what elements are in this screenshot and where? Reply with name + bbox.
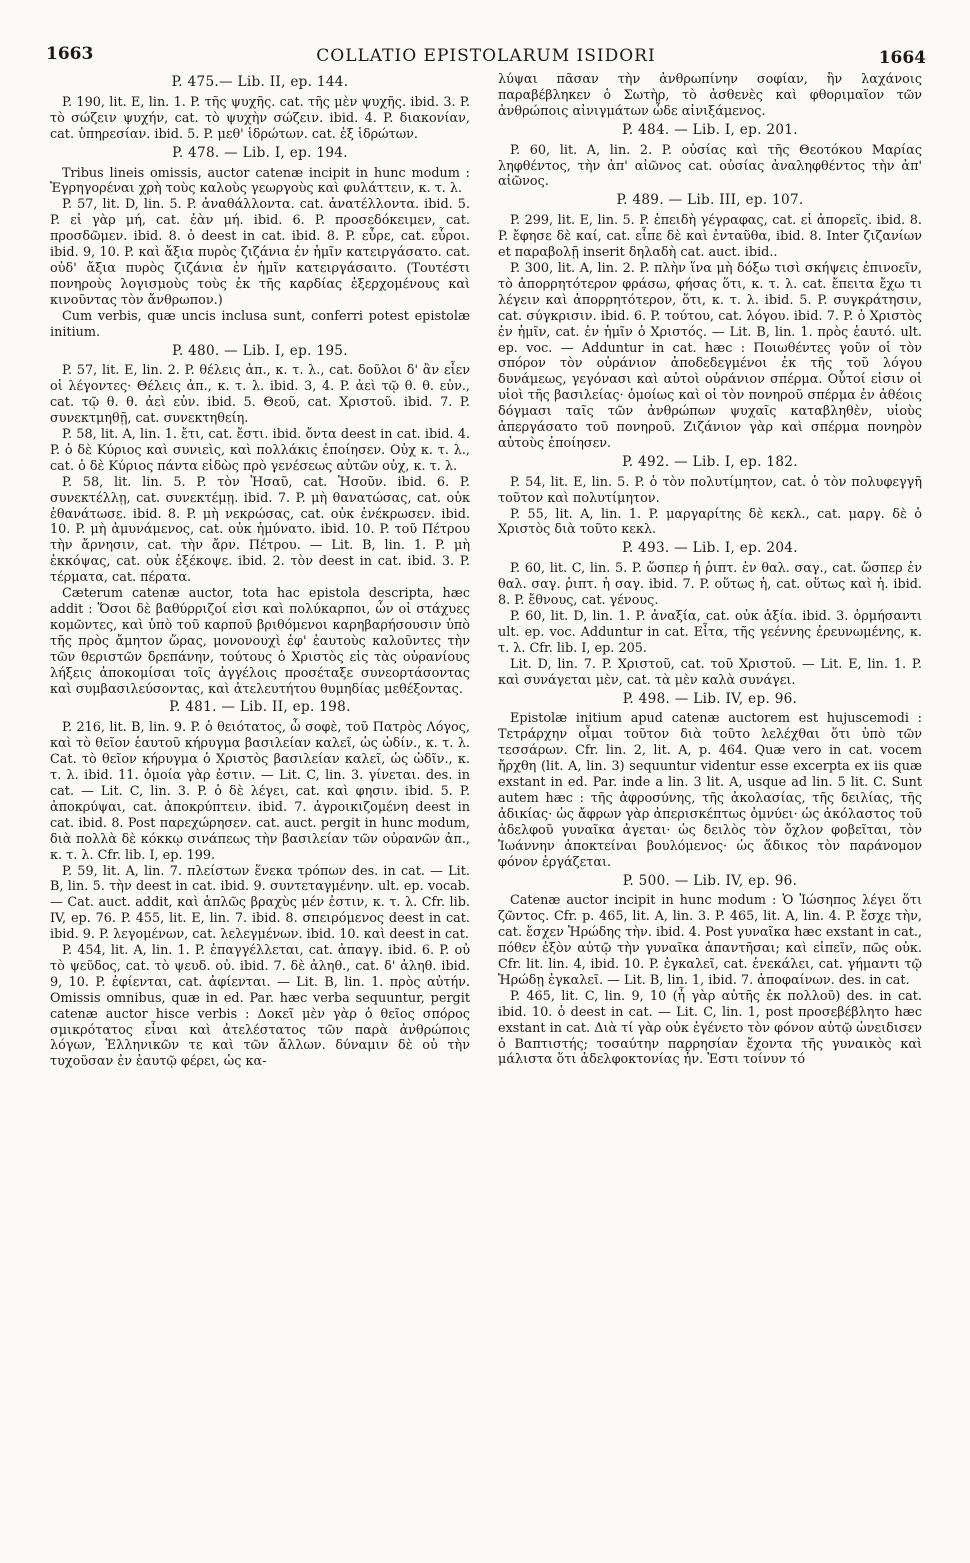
paragraph: Epistolæ initium apud catenæ auctorem est hujuscemodi : Τετράρχην οἶμαι τοῦτον διὰ τοῦτο λελέχθαι ὅτι ὑπὸ τῶν τεσσάρων. Cfr. lin. 2, lit. A, p. 464. Quæ vero in cat. vocem ἤρχθη (lit. A, lin. 3) sequuntur videntur esse excerpta ex iis quæ exstant in ed. Par. inde a lin. 3 lit. A, usque ad lin. 5 lit. C. Sunt autem hæc : τῆς ἀφροσύνης, τῆς ἀκολασίας, τῆς δειλίας, τῆς ἀδικίας· ὡς ἄφρων γὰρ ἀπερισκέπτως ὀμνύει· ὡς ἀκόλαστος τοῦ ἀδελφοῦ γυναῖκα ἀγεται· ὡς δειλὸς τὸν ὄχλον φοβεῖται, τὸν Ἰωάννην ἀποκτείναι βουλόμενος· ὡς ἄδικος τὸν παράνομον φόνον ἐργάζεται.: [498, 711, 922, 870]
right-column-number: 1664: [878, 48, 926, 68]
running-title: COLLATIO EPISTOLARUM ISIDORI: [316, 46, 656, 66]
section-heading: P. 475.— Lib. II, ep. 144.: [171, 74, 349, 90]
left-column-number: 1663: [46, 44, 94, 64]
section-heading: P. 492. — Lib. I, ep. 182.: [622, 453, 798, 470]
paragraph: Cæterum catenæ auctor, tota hac epistola descripta, hæc addit : Ὅσοι δὲ βαθύρριζοί εἰσι καὶ πολύκαρποι, ὧν οἱ στάχυες κομῶντες, καὶ ὑπὸ τοῦ καρποῦ βριθόμενοι καρηβαρήσουσιν ὑπὸ τῆς πρὸς ἄμητον ὥρας, μονονουχὶ ἐφ' ἑαυτοὺς καλοῦντες τὴν τῶν θεριστῶν δρεπάνην, τούτους ὁ Χριστὸς εἰς τὰς οὐρανίους λήξεις ἀποκομίσαι τοῖς ἀγγέλοις προσέταξε συνεορτάσοντας καὶ συμβασιλεύσοντας, καὶ ἀτελευτήτου θυμηδίας μεθέξοντας.: [50, 586, 470, 697]
page-header: [46, 44, 926, 70]
paragraph: P. 57, lit. E, lin. 2. P. θέλεις ἀπ., κ. τ. λ., cat. δοῦλοι δ' ἂν εἶεν οἱ λέγοντες· Θέλεις ἀπ., κ. τ. λ. ibid. 3, 4. P. ἀεὶ τῷ θ. θ. εὐν., cat. τῷ θ. θ. ἀεὶ εὐν. ibid. 5. Θεοῦ, cat. Χριστοῦ. ibid. 7. P. συνεκτμηθῇ, cat. συνεκτηθείη.: [50, 363, 470, 427]
paragraph: P. 60, lit. D, lin. 1. P. ἀναξία, cat. οὐκ ἀξία. ibid. 3. ὁρμήσαντι ult. ep. voc. Adduntur in cat. Εἶτα, τῆς γεέννης ἐρευνωμένης, κ. τ. λ. Cfr. lib. I, ep. 205.: [498, 609, 922, 656]
section-heading: P. 478. — Lib. I, ep. 194.: [172, 144, 348, 161]
paragraph: P. 465, lit. C, lin. 9, 10 (ἦ γὰρ αὐτῆς ἐκ πολλοῦ) des. in cat. ibid. 10. ὁ deest in cat. — Lit. C, lin. 1, post προσεβέβλητο hæc exstant in cat. Διὰ τί γὰρ οὐκ ἐγένετο τὸν φόνον αὐτῷ ὠνειδισεν ὁ Βαπτιστής; τοσαύτην παρρησίαν ἔχοντα τῆς γυναικὸς καὶ μάλιστα ὅτι ἀδελφοκτονίας ἦν. Ἐστι τοίνυν τό: [498, 988, 922, 1068]
section-heading: P. 493. — Lib. I, ep. 204.: [622, 540, 798, 557]
paragraph: P. 60, lit. A, lin. 2. P. οὐσίας καὶ τῆς Θεοτόκου Μαρίας ληφθέντος, τὴν ἀπ' αἰῶνος cat. οὐσίας ἀναληφθέντος τὴν ἀπ' αἰῶνος.: [498, 142, 922, 190]
paragraph: P. 216, lit. B, lin. 9. P. ὁ θειότατος, ὦ σοφὲ, τοῦ Πατρὸς Λόγος, καὶ τὸ θεῖον ἑαυτοῦ κήρυγμα βασιλείαν καλεῖ, ὡς ὠδίν., κ. τ. λ. Cat. τὸ θεῖον κήρυγμα ὁ Χριστὸς βασιλείαν καλεῖ, ὡς ὠδῖν., κ. τ. λ. ibid. 11. ὁμοία γὰρ ἐστιν. — Lit. C, lin. 3. γίνεται. des. in cat. — Lit. C, lin. 3. P. ὁ δὲ λέγει, cat. καὶ φησιν. ibid. 5. P. ἀποκρύψαι, cat. ἀποκρύπτειν. ibid. 7. ἀγροικιζομένη deest in cat. ibid. 8. Post παρεχώρησεν. cat. auct. pergit in hunc modum, διὰ πολλὰ δὲ κόκκῳ σινάπεως τὴν βασιλείαν τῶν οὐρανῶν ἀπ., κ. τ. λ. Cfr. lib. I, ep. 199.: [50, 720, 470, 863]
paragraph: P. 57, lit. D, lin. 5. P. ἀναθάλλοντα. cat. ἀνατέλλοντα. ibid. 5. P. εἰ γὰρ μή, cat. ἐὰν μή. ibid. 6. P. προσεδόκειμεν, cat. προσδῶμεν. ibid. 8. ὁ deest in cat. ibid. 8. P. εὗρε, cat. εὗροι. ibid. 9, 10. P. καὶ ἄξια πυρὸς ζιζάνια ἐν ἡμῖν κατειργάσατο. cat. οὐδ' ἄξια πυρὸς ζιζάνια ἐν ἡμῖν κατειργάσαιτο. (Τουτέστι πονηροὺς λογισμοὺς τοὺς ἐκ τῆς καρδίας ἐξερχομένους καὶ κινοῦντας τὸν ἄνθρωπον.): [50, 197, 470, 308]
section-heading: P. 484. — Lib. I, ep. 201.: [622, 121, 798, 138]
paragraph: P. 54, lit. E, lin. 5. P. ὁ τὸν πολυτίμητον, cat. ὁ τὸν πολυφεγγῆ τοῦτον καὶ πολυτίμητον.: [498, 474, 922, 506]
paragraph: λύψαι πᾶσαν τὴν ἀνθρωπίνην σοφίαν, ἣν λαχάνοις παραβέβληκεν ὁ Σωτὴρ, τὸ ἀσθενὲς καὶ φθοριμαῖον τῶν ἀνθρώποις αἰνιγμάτων ὧδε αἰνιξάμενος.: [498, 72, 922, 119]
paragraph: Catenæ auctor incipit in hunc modum : Ὁ Ἰώσηπος λέγει ὅτι ζῶντος. Cfr. p. 465, lit. A, lin. 3. P. 465, lit. A, lin. 4. P. ἔσχε τὴν, cat. ἔσχεν Ἡρώδης τὴν. ibid. 4. Post γυναῖκα hæc exstant in cat., πόθεν ἐξὸν αὐτῷ τὴν γυναῖκα ἀπαντῆσαι; καὶ εἰπεῖν, πῶς οὐκ. Cfr. lit. lin. 4, ibid. 10. P. ἐγκαλεῖ, cat. ἐνεκάλει, cat. γήμαντι τῷ Ἡρώδῃ ἐγκαλεῖ. — Lit. B, lin. 1, ibid. 7. ἀποφαίνων. des. in cat.: [498, 893, 922, 988]
paragraph: P. 55, lit. A, lin. 1. P. μαργαρίτης δὲ κεκλ., cat. μαργ. δὲ ὁ Χριστὸς διὰ τοῦτο κεκλ.: [498, 506, 922, 538]
left-text-column: [50, 72, 470, 1542]
section-heading: P. 481. — Lib. II, ep. 198.: [169, 699, 351, 716]
paragraph: P. 300, lit. A, lin. 2. P. πλὴν ἵνα μὴ δόξω τισὶ σκήψεις ἐπινοεῖν, τὸ ἀπορρητότερον φράσω, φήσας ὅτι, κ. τ. λ. cat. ἔπειτα ἔχω τι λέγειν καὶ ἀπορρητότερον, ὅτι, κ. τ. λ. ibid. 5. P. συγκράτησιν, cat. σύγκρισιν. ibid. 6. P. τούτου, cat. λόγου. ibid. 7. P. ὁ Χριστὸς ἐν ἡμῖν, cat. ἐν ἡμῖν ὁ Χριστός. — Lit. B, lin. 1. πρὸς ἑαυτό. ult. ep. voc. — Adduntur in cat. hæc : Ποιωθέντες γοῦν οἱ τὸν σπόρον τὸν οὐράνιον ἀποδεδεγμένοι ἐκ τῆς τοῦ λόγου δυνάμεως, γεγόνασι καὶ αὐτοὶ οὐράνιον σπέρμα. Οὗτοί εἰσιν οἱ υἱοὶ τῆς βασιλείας· ὁμοίως καὶ οἱ τὸν πονηροῦ σπέρμα ἐν ἀθέοις δόγμασι ταῖς τῶν ἀνθρώπων ψυχαῖς καταβληθὲν, υἱοὺς ἀπεργάσατο τοῦ πονηροῦ. Ζιζάνιον γὰρ καὶ σπέρμα πονηρὸν αὐτοὺς ἐποίησεν.: [498, 260, 922, 451]
paragraph: P. 454, lit. A, lin. 1. P. ἐπαγγέλλεται, cat. ἀπαγγ. ibid. 6. P. οὐ τὸ ψεῦδος, cat. τὸ ψευδ. οὐ. ibid. 7. δὲ ἀληθ., cat. δ' ἀληθ. ibid. 9, 10. P. ἐφίενται, cat. ἀφίενται. — Lit. B, lin. 1. πρὸς αὐτήν. Omissis omnibus, quæ in ed. Par. hæc verba sequuntur, pergit catenæ auctor hisce verbis : Δοκεῖ μὲν γὰρ ὁ θεῖος σπόρος σμικρότατος εἶναι καὶ ἀτελέστατος τῶν παρὰ ἀνθρώποις λόγων, Ἑλληνικῶν τε καὶ τῶν ἄλλων. δύναμιν δὲ οὐ τὴν τυχοῦσαν ἐν ἑαυτῷ φέρει, ὡς κα-: [50, 943, 470, 1070]
paragraph: Lit. D, lin. 7. P. Χριστοῦ, cat. τοῦ Χριστοῦ. — Lit. E, lin. 1. P. καὶ συνάγεται μὲν, cat. τὰ μὲν καλὰ συνάγει.: [498, 656, 922, 688]
paragraph: P. 58, lit. A, lin. 1. ἔτι, cat. ἔστι. ibid. ὄντα deest in cat. ibid. 4. P. ὁ δὲ Κύριος καὶ συνιεὶς, καὶ πολλάκις ἐποίησεν. Οὐχ κ. τ. λ., cat. ὁ δὲ Κύριος πάντα εἰδὼς πρὸ γενέσεως αὐτῶν οὐχ, κ. τ. λ.: [50, 427, 470, 474]
paragraph: P. 59, lit. A, lin. 7. πλείστων ἕνεκα τρόπων des. in cat. — Lit. B, lin. 5. τὴν deest in cat. ibid. 9. συντεταγμένην. ult. ep. vocab. — Cat. auct. addit, καὶ ἁπλῶς βραχὺς μέν ἐστιν, κ. τ. λ. Cfr. lib. IV, ep. 76. P. 455, lit. E, lin. 7. ibid. 8. σπειρόμενος deest in cat. ibid. 9. P. λεγομένων, cat. λελεγμένων. ibid. 10. καὶ deest in cat.: [50, 863, 470, 943]
right-text-column: [498, 72, 922, 1542]
paragraph: P. 299, lit. E, lin. 5. P. ἐπειδὴ γέγραφας, cat. εἰ ἀπορεῖς. ibid. 8. P. ἔφησε δὲ καί, cat. εἶπε δὲ καὶ ἐνταῦθα, ibid. 8. Inter ζιζανίων et παραβολῇ inserit δηλαδὴ cat. auct. ibid..: [498, 213, 922, 261]
section-heading: P. 500. — Lib. IV, ep. 96.: [622, 872, 798, 889]
paragraph: P. 190, lit. E, lin. 1. P. τῆς ψυχῆς. cat. τῆς μὲν ψυχῆς. ibid. 3. P. τὸ σώζειν ψυχήν, cat. τὸ ψυχὴν σώζειν. ibid. 4. P. διακονίαν, cat. ὑπηρεσίαν. ibid. 5. P. μεθ' ἱδρώτων. cat. ἐξ ἱδρώτων.: [50, 94, 470, 142]
paragraph: Cum verbis, quæ uncis inclusa sunt, conferri potest epistolæ initium.: [50, 308, 470, 340]
paragraph: Tribus lineis omissis, auctor catenæ incipit in hunc modum : Ἐγρηγορέναι χρὴ τοὺς καλοὺς γεωργοὺς καὶ φυλάττειν, κ. τ. λ.: [50, 165, 470, 197]
section-heading: P. 480. — Lib. I, ep. 195.: [172, 342, 348, 359]
section-heading: P. 498. — Lib. IV, ep. 96.: [622, 690, 798, 707]
section-heading: P. 489. — Lib. III, ep. 107.: [616, 192, 804, 209]
paragraph: P. 60, lit. C, lin. 5. P. ὥσπερ ἡ ῥιπτ. ἐν θαλ. σαγ., cat. ὥσπερ ἐν θαλ. σαγ. ῥιπτ. ἡ σαγ. ibid. 7. P. οὕτως ἡ, cat. οὕτως καὶ ἡ. ibid. 8. P. ἔθνους, cat. γένους.: [498, 561, 922, 609]
paragraph: P. 58, lit. lin. 5. P. τὸν Ἡσαῦ, cat. Ἡσοῦν. ibid. 6. P. συνεκτέλλῃ, cat. συνεκτέμῃ. ibid. 7. P. μὴ θανατώσας, cat. οὐκ ἐθανάτωσε. ibid. 8. P. μὴ νεκρώσας, cat. οὐκ ἐνέκρωσεν. ibid. 10. P. μὴ ἀμυνάμενος, cat. οὐκ ἠμύνατο. ibid. 10. P. τοῦ Πέτρου τὴν ἄρνησιν, cat. τὴν ἄρν. Πέτρου. — Lit. B, lin. 1. P. μὴ ἐκκόψας, cat. οὐκ ἐξέκοψε. ibid. 2. τὸν deest in cat. ibid. 3. P. τέρματα, cat. πέρατα.: [50, 474, 470, 586]
